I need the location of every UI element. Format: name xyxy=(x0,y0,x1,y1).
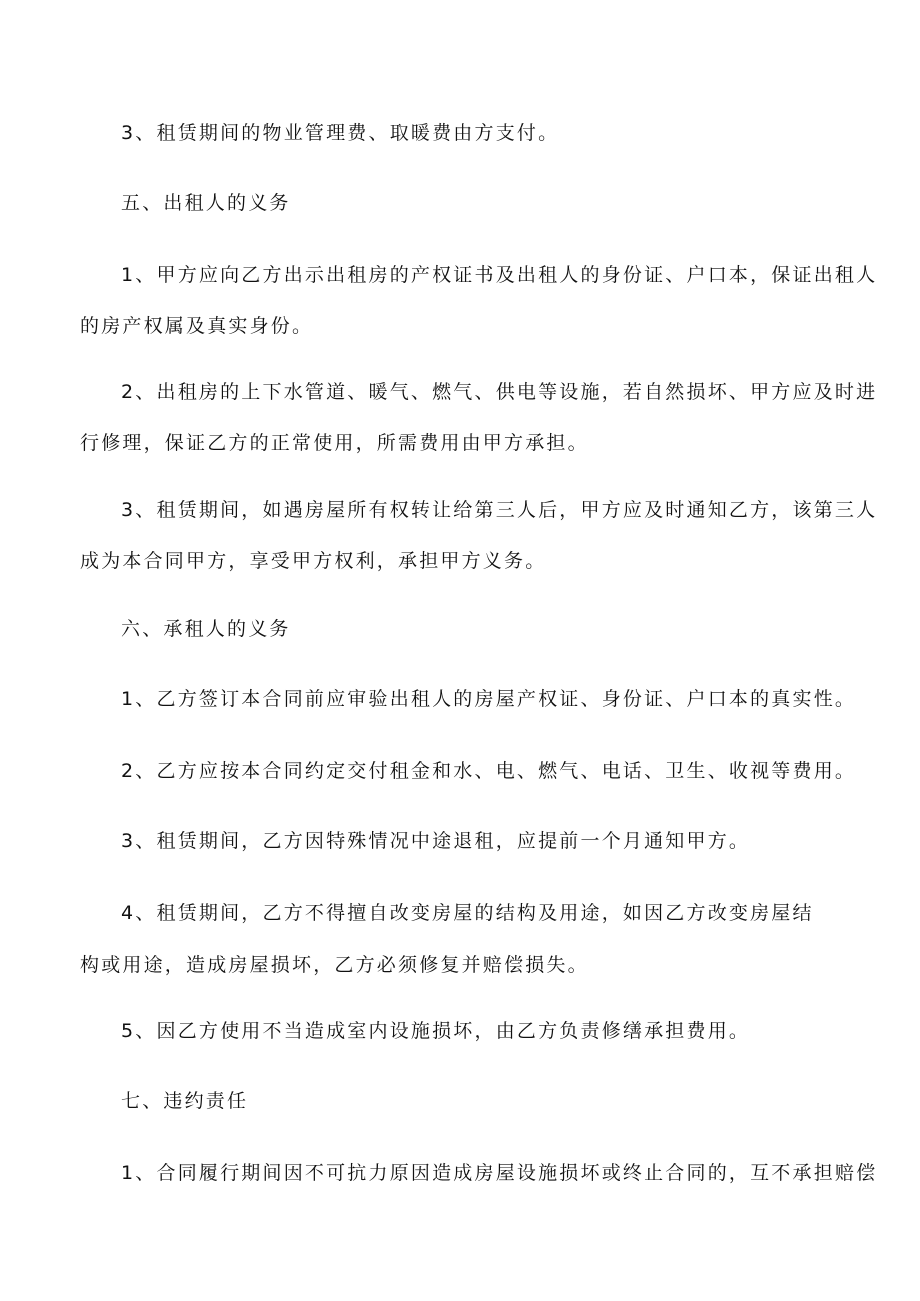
paragraph-line: 3、租赁期间的物业管理费、取暖费由方支付。 xyxy=(121,122,560,144)
paragraph-line: 1、合同履行期间因不可抗力原因造成房屋设施损坏或终止合同的，互不承担赔偿 xyxy=(121,1162,878,1184)
paragraph-line: 1、甲方应向乙方出示出租房的产权证书及出租人的身份证、户口本，保证出租人 xyxy=(121,264,878,286)
paragraph-line: 成为本合同甲方，享受甲方权利，承担甲方义务。 xyxy=(80,550,547,572)
section-heading: 五、出租人的义务 xyxy=(121,192,291,214)
paragraph-line: 5、因乙方使用不当造成室内设施损坏，由乙方负责修缮承担费用。 xyxy=(121,1020,751,1042)
paragraph-line: 3、租赁期间，如遇房屋所有权转让给第三人后，甲方应及时通知乙方，该第三人 xyxy=(121,499,878,521)
paragraph-line: 的房产权属及真实身份。 xyxy=(80,315,314,337)
paragraph-line: 4、租赁期间，乙方不得擅自改变房屋的结构及用途，如因乙方改变房屋结 xyxy=(121,902,814,924)
paragraph-line: 2、出租房的上下水管道、暖气、燃气、供电等设施，若自然损坏、甲方应及时进 xyxy=(121,381,878,403)
section-heading: 六、承租人的义务 xyxy=(121,618,291,640)
paragraph-line: 3、租赁期间，乙方因特殊情况中途退租，应提前一个月通知甲方。 xyxy=(121,830,751,852)
section-heading: 七、违约责任 xyxy=(121,1090,249,1112)
paragraph-line: 2、乙方应按本合同约定交付租金和水、电、燃气、电话、卫生、收视等费用。 xyxy=(121,760,857,782)
paragraph-line: 行修理，保证乙方的正常使用，所需费用由甲方承担。 xyxy=(80,432,589,454)
paragraph-line: 构或用途，造成房屋损坏，乙方必须修复并赔偿损失。 xyxy=(80,954,589,976)
paragraph-line: 1、乙方签订本合同前应审验出租人的房屋产权证、身份证、户口本的真实性。 xyxy=(121,688,857,710)
